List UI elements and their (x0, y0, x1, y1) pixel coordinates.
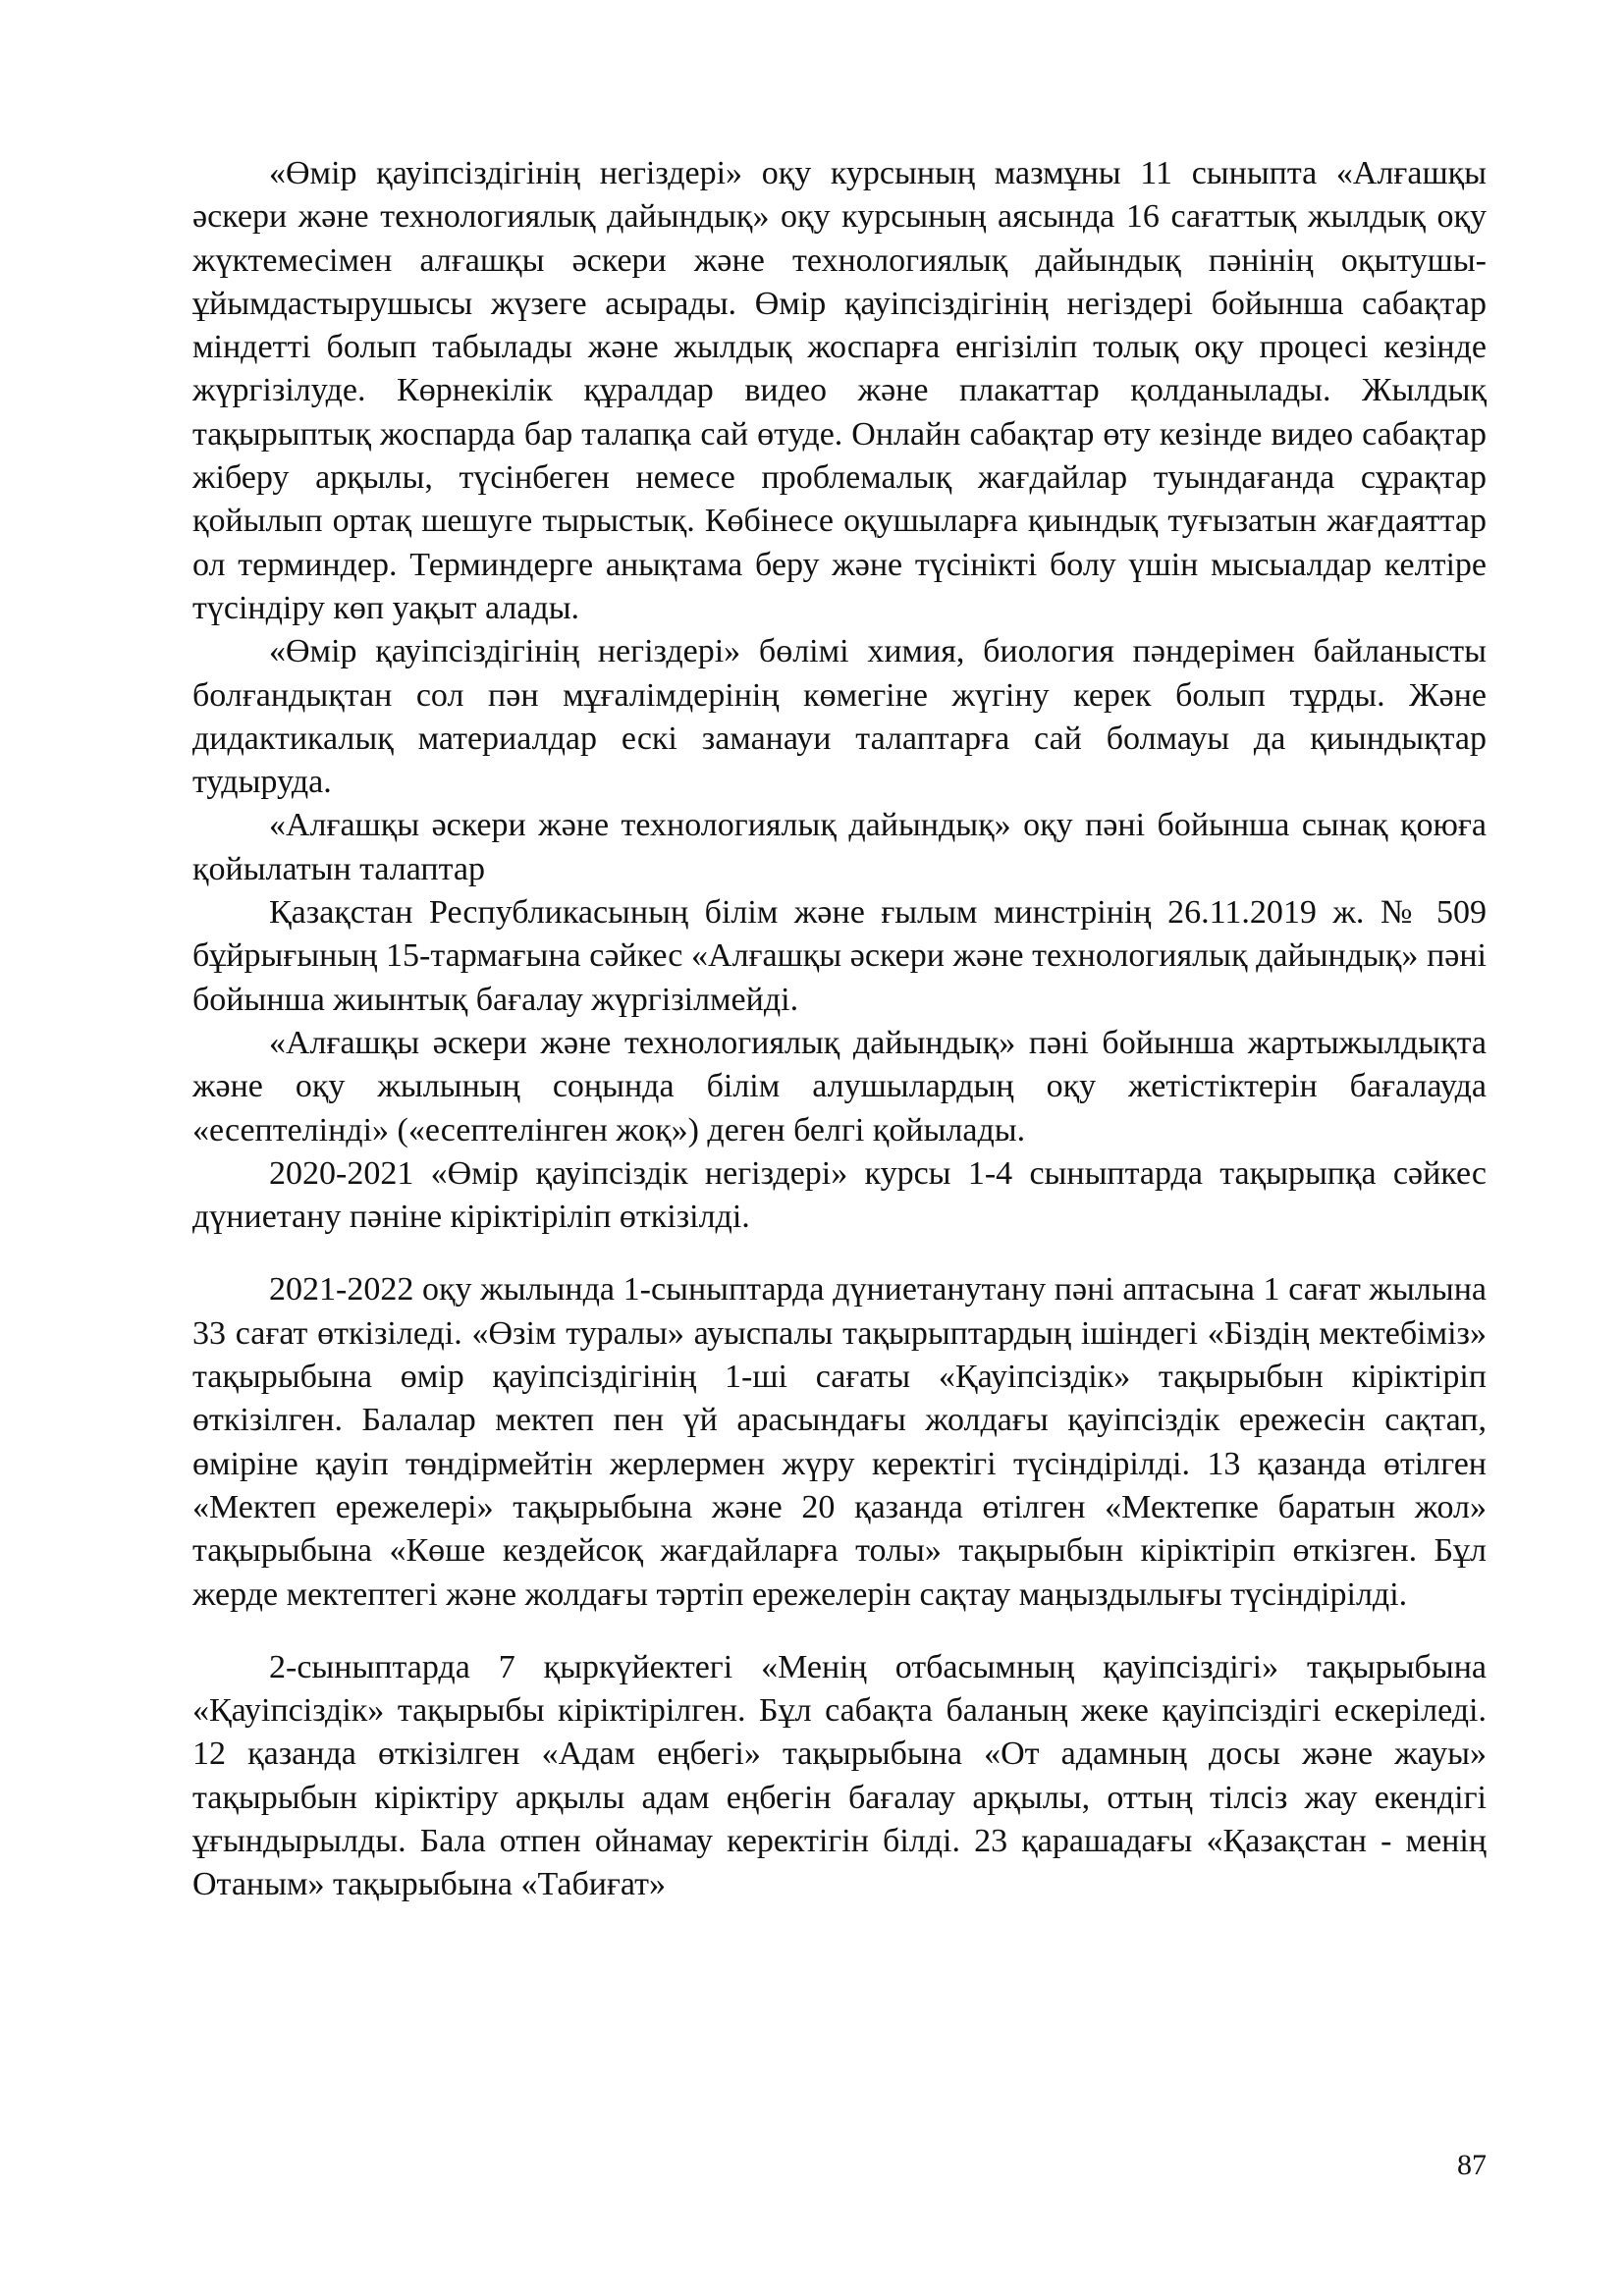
paragraph-omir-course-content: «Өмір қауіпсіздігінің негіздері» оқу курсының мазмұны 11 сыныпта «Алғашқы әскери және технологиялық дайындық» оқу курсының аясында 16 сағаттық жылдық оқу жүктемесімен алғашқы әскери және технологиялық дайындық пәнінің оқытушы-ұйымдастырушысы жүзеге асырады. Өмір қауіпсіздігінің негіздері бойынша сабақтар міндетті болып табылады және жылдық жоспарға енгізіліп толық оқу процесі кезінде жүргізілуде. Көрнекілік құралдар видео және плакаттар қолданылады. Жылдық тақырыптық жоспарда бар талапқа сай өтуде. Онлайн сабақтар өту кезінде видео сабақтар жіберу арқылы, түсінбеген немесе проблемалық жағдайлар туындағанда сұрақтар қойылып ортақ шешуге тырыстық. Көбінесе оқушыларға қиындық туғызатын жағдаяттар ол терминдер. Терминдерге анықтама беру және түсінікті болу үшін мысыалдар келтіре түсіндіру көп уақыт алады. (192, 155, 1487, 626)
paragraph-test-requirements: «Алғашқы әскери және технологиялық дайындық» оқу пәні бойынша сынақ қоюға қойылатын талаптар (192, 807, 1487, 887)
document-body (192, 152, 1487, 1907)
paragraph-chemistry-biology: «Өмір қауіпсіздігінің негіздері» бөлімі химия, биология пәндерімен байланысты болғандықтан сол пән мұғалімдерінің көмегіне жүгіну керек болып тұрды. Және дидактикалық материалдар ескі заманауи талаптарға сай болмауы да қиындықтар тудыруда. (192, 633, 1487, 801)
paragraph-assessment-mark: «Алғашқы әскери және технологиялық дайындық» пәні бойынша жартыжылдықта және оқу жылының соңында білім алушылардың оқу жетістіктерін бағалауда «есептелінді» («есептелінген жоқ») деген белгі қойылады. (192, 1024, 1487, 1148)
paragraph-2020-2021: 2020-2021 «Өмір қауіпсіздік негіздері» курсы 1-4 сыныптарда тақырыпқа сәйкес дүниетану пәніне кіріктіріліп өткізілді. (192, 1154, 1487, 1236)
paragraph-ministry-order: Қазақстан Республикасының білім және ғылым минстрінің 26.11.2019 ж. № 509 бұйрығының 15-тармағына сәйкес «Алғашқы әскери және технологиялық дайындық» пәні бойынша жиынтық бағалау жүргізілмейді. (192, 894, 1487, 1018)
paragraph-grade2: 2-сыныптарда 7 қыркүйектегі «Менің отбасымның қауіпсіздігі» тақырыбына «Қауіпсіздік» тақырыбы кіріктірілген. Бұл сабақта баланың жеке қауіпсіздігі ескеріледі. 12 қазанда өткізілген «Адам еңбегі» тақырыбына «От адамның досы және жауы» тақырыбын кіріктіру арқылы адам еңбегін бағалау арқылы, оттың тілсіз жау екендігі ұғындырылды. Бала отпен ойнамау керектігін білді. 23 қарашадағы «Қазақстан - менің Отаным» тақырыбына «Табиғат» (192, 1648, 1487, 1903)
paragraph-2021-2022-grade1: 2021-2022 оқу жылында 1-сыныптарда дүниетанутану пәні аптасына 1 сағат жылына 33 сағат өткізіледі. «Өзім туралы» ауыспалы тақырыптардың ішіндегі «Біздің мектебіміз» тақырыбына өмір қауіпсіздігінің 1-ші сағаты «Қауіпсіздік» тақырыбын кіріктіріп өткізілген. Балалар мектеп пен үй арасындағы жолдағы қауіпсіздік ережесін сақтап, өміріне қауіп төндірмейтін жерлермен жүру керектігі түсіндірілді. 13 қазанда өтілген «Мектеп ережелері» тақырыбына және 20 қазанда өтілген «Мектепке баратын жол» тақырыбына «Көше кездейсоқ жағдайларға толы» тақырыбын кіріктіріп өткізген. Бұл жерде мектептегі және жолдағы тәртіп ережелерін сақтау маңыздылығы түсіндірілді. (192, 1271, 1487, 1613)
page-number: 87 (1457, 2149, 1487, 2181)
